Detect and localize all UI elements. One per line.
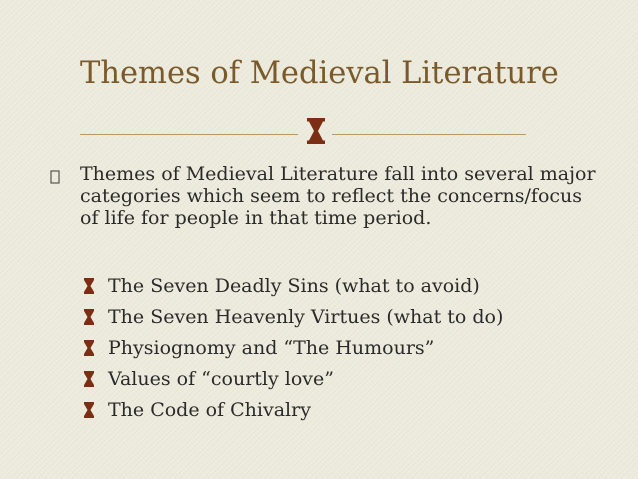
square-bullet-icon [50,170,60,184]
themes-list [82,275,503,430]
intro-paragraph: Themes of Medieval Literature fall into several major categories which seem to reflect the concerns/focus of life for people in that time period. [80,163,596,229]
list-item-label: Values of “courtly love” [108,368,334,390]
hourglass-icon [305,118,327,144]
title-divider-left [80,134,298,135]
hourglass-bullet-icon [84,340,94,356]
slide-title: Themes of Medieval Literature [80,56,559,91]
hourglass-bullet-icon [84,278,94,294]
list-item-label: Physiognomy and “The Humours” [108,337,435,359]
list-item [82,306,503,337]
list-item-label: The Seven Heavenly Virtues (what to do) [108,306,504,328]
list-item [82,368,503,399]
title-divider-right [332,134,526,135]
list-item [82,399,503,430]
hourglass-bullet-icon [84,309,94,325]
list-item [82,275,503,306]
list-item-label: The Seven Deadly Sins (what to avoid) [108,275,480,297]
hourglass-bullet-icon [84,402,94,418]
list-item-label: The Code of Chivalry [108,399,311,421]
hourglass-bullet-icon [84,371,94,387]
list-item [82,337,503,368]
